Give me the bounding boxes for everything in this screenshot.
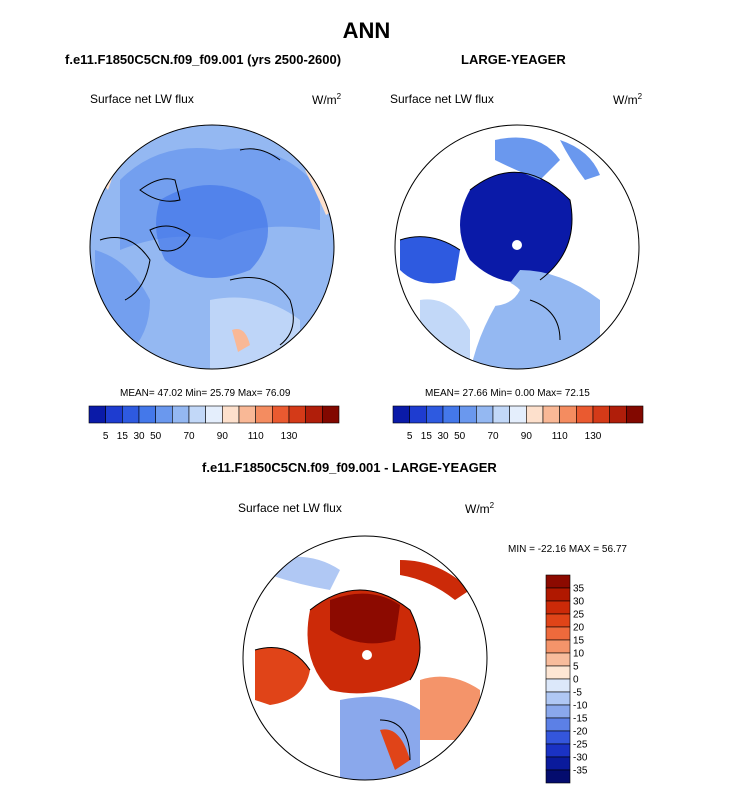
right-map-pole-marker	[512, 240, 522, 250]
diff-colorbar-tick-label: -20	[573, 726, 588, 738]
left-colorbar-tick-label: 50	[150, 431, 162, 442]
diff-colorbar-box	[546, 705, 570, 718]
right-colorbar-box	[426, 406, 443, 423]
right-colorbar-box	[476, 406, 493, 423]
diff-colorbar-tick-label: 25	[573, 609, 585, 621]
left-colorbar-box	[289, 406, 306, 423]
diff-map	[243, 536, 493, 786]
left-colorbar-box	[256, 406, 273, 423]
diff-colorbar-tick-label: 5	[573, 661, 579, 673]
diff-colorbar-box	[546, 666, 570, 679]
diff-colorbar-box	[546, 575, 570, 588]
left-stats: MEAN= 47.02 Min= 25.79 Max= 76.09	[120, 388, 291, 399]
left-colorbar-box	[156, 406, 173, 423]
diff-colorbar-box	[546, 770, 570, 783]
diff-colorbar	[545, 574, 605, 784]
diff-colorbar-tick-label: 35	[573, 583, 585, 595]
diff-colorbar-box	[546, 588, 570, 601]
left-colorbar-box	[139, 406, 156, 423]
left-colorbar-box	[172, 406, 189, 423]
diff-colorbar-box	[546, 653, 570, 666]
right-colorbar-box	[460, 406, 477, 423]
right-colorbar-tick-label: 50	[454, 431, 466, 442]
right-colorbar-box	[493, 406, 510, 423]
left-colorbar-box	[89, 406, 106, 423]
right-colorbar-box	[393, 406, 410, 423]
diff-colorbar-tick-label: -10	[573, 700, 588, 712]
left-colorbar-box	[306, 406, 323, 423]
diff-colorbar-box	[546, 640, 570, 653]
main-title: ANN	[342, 18, 391, 43]
diff-colorbar-tick-label: -25	[573, 739, 588, 751]
diff-stats: MIN = -22.16 MAX = 56.77	[508, 544, 627, 555]
right-colorbar-box	[410, 406, 427, 423]
diff-map-pole-marker	[362, 650, 372, 660]
diff-colorbar-box	[546, 744, 570, 757]
left-colorbar-box	[122, 406, 139, 423]
diff-colorbar-tick-label: 0	[573, 674, 579, 686]
diff-units-label: $W/m^2$	[465, 501, 495, 516]
left-colorbar-box	[239, 406, 256, 423]
left-colorbar-box	[189, 406, 206, 423]
diff-colorbar-tick-label: 10	[573, 648, 585, 660]
right-units-label: $W/m^2$	[613, 92, 643, 107]
right-colorbar-tick-label: 130	[584, 431, 602, 442]
left-colorbar-box	[222, 406, 239, 423]
right-colorbar-box	[560, 406, 577, 423]
diff-colorbar-box	[546, 679, 570, 692]
diff-colorbar-box	[546, 731, 570, 744]
diff-colorbar-tick-label: 20	[573, 622, 585, 634]
left-colorbar-tick-label: 130	[280, 431, 298, 442]
right-colorbar-box	[576, 406, 593, 423]
left-colorbar-tick-label: 30	[133, 431, 145, 442]
left-colorbar-box	[106, 406, 123, 423]
right-colorbar-box	[510, 406, 527, 423]
right-colorbar-tick-label: 15	[420, 431, 432, 442]
diff-colorbar-tick-label: 15	[573, 635, 585, 647]
left-colorbar-tick-label: 110	[247, 431, 264, 442]
diff-colorbar-box	[546, 627, 570, 640]
diff-colorbar-box	[546, 601, 570, 614]
left-units-label: $W/m^2$	[312, 92, 342, 107]
left-colorbar-box	[272, 406, 289, 423]
right-stats: MEAN= 27.66 Min= 0.00 Max= 72.15	[425, 388, 590, 399]
right-colorbar-tick-label: 70	[487, 431, 499, 442]
right-colorbar-tick-label: 5	[406, 431, 413, 442]
right-colorbar-box	[526, 406, 543, 423]
left-colorbar-tick-label: 5	[102, 431, 109, 442]
right-colorbar-box	[443, 406, 460, 423]
diff-colorbar-tick-label: -15	[573, 713, 588, 725]
right-variable-label: Surface net LW flux	[390, 92, 494, 106]
right-colorbar-tick-label: 110	[551, 431, 568, 442]
left-colorbar	[88, 405, 340, 447]
diff-colorbar-tick-label: -5	[573, 687, 582, 699]
right-colorbar-tick-label: 30	[437, 431, 449, 442]
diff-colorbar-tick-label: 30	[573, 596, 585, 608]
left-colorbar-tick-label: 70	[183, 431, 195, 442]
diff-colorbar-box	[546, 757, 570, 770]
right-colorbar-box	[543, 406, 560, 423]
right-colorbar-box	[626, 406, 643, 423]
left-panel-title: f.e11.F1850C5CN.f09_f09.001 (yrs 2500-2600)	[65, 52, 342, 67]
right-panel-title: LARGE-YEAGER	[461, 52, 566, 67]
left-colorbar-tick-label: 15	[116, 431, 128, 442]
left-colorbar-tick-label: 90	[216, 431, 228, 442]
left-colorbar-box	[322, 406, 339, 423]
diff-colorbar-box	[546, 718, 570, 731]
left-variable-label: Surface net LW flux	[90, 92, 194, 106]
right-colorbar-box	[593, 406, 610, 423]
diff-panel-title: f.e11.F1850C5CN.f09_f09.001 - LARGE-YEAGER	[202, 460, 497, 475]
right-colorbar	[392, 405, 644, 447]
diff-colorbar-box	[546, 614, 570, 627]
left-colorbar-box	[206, 406, 223, 423]
diff-variable-label: Surface net LW flux	[238, 501, 342, 515]
diff-colorbar-tick-label: -35	[573, 765, 588, 777]
diff-colorbar-tick-label: -30	[573, 752, 588, 764]
diff-colorbar-box	[546, 692, 570, 705]
right-colorbar-box	[610, 406, 627, 423]
right-colorbar-tick-label: 90	[520, 431, 532, 442]
